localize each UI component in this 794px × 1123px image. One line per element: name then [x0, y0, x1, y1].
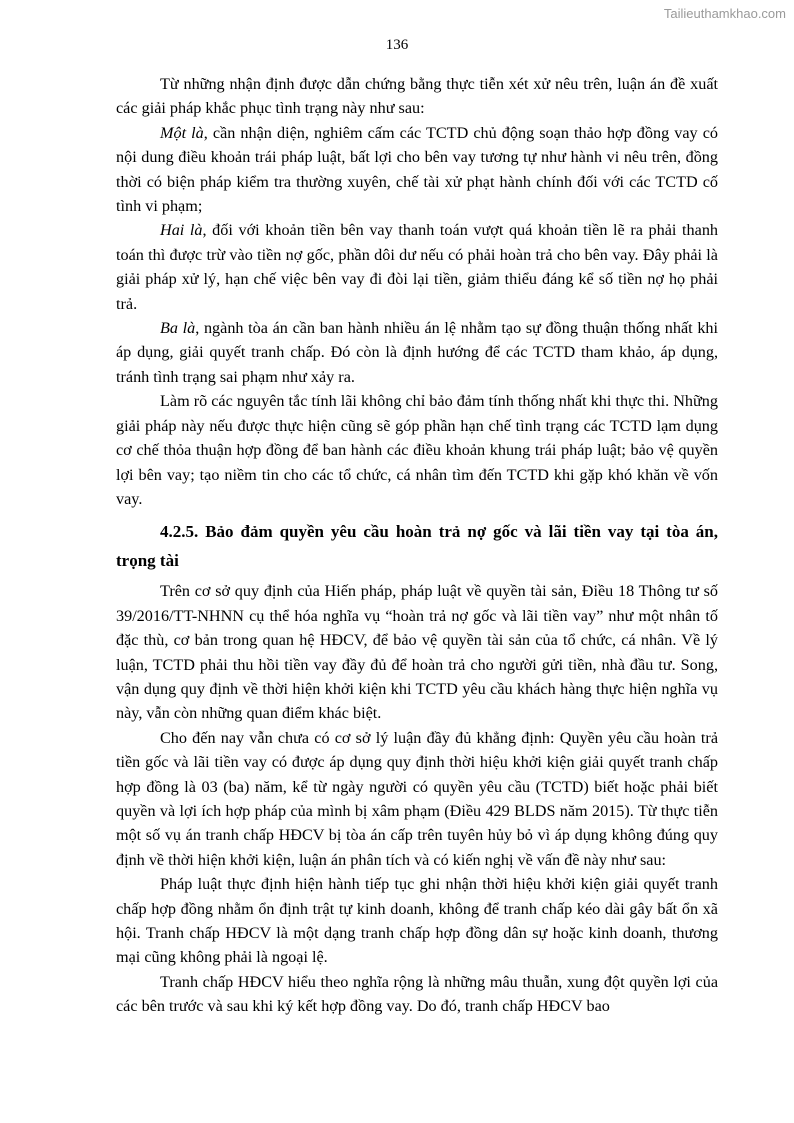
paragraph-solution-2: [116, 218, 718, 316]
section-heading: 4.2.5. Bảo đảm quyền yêu cầu hoàn trả nợ gốc và lãi tiền vay tại tòa án, trọng tài: [116, 522, 718, 571]
paragraph-intro: Từ những nhận định được dẫn chứng bằng thực tiễn xét xử nêu trên, luận án đề xuất các giải pháp khắc phục tình trạng này như sau:: [116, 75, 718, 118]
lead-text: Hai là: [160, 221, 203, 240]
paragraph-text: , cần nhận diện, nghiêm cấm các TCTD chủ động soạn thảo hợp đồng vay có nội dung điều khoản trái pháp luật, bất lợi cho bên vay tương tự như hành vi nêu trên, đồng thời có biện pháp kiểm tra thường xuyên, chế tài xử phạt hành chính đối với các TCTD cố tình vi phạm;: [116, 123, 718, 216]
lead-text: Một là: [160, 123, 204, 142]
paragraph-text: , ngành tòa án cần ban hành nhiều án lệ nhằm tạo sự đồng thuận thống nhất khi áp dụng, giải quyết tranh chấp. Đó còn là định hướng để các TCTD tham khảo, áp dụng, tránh tình trạng sai phạm như xảy ra.: [116, 319, 719, 386]
document-body: [116, 72, 718, 1019]
paragraph-conclusion: Làm rõ các nguyên tắc tính lãi không chỉ bảo đảm tính thống nhất khi thực thi. Những giải pháp này nếu được thực hiện cũng sẽ góp phần hạn chế tình trạng các TCTD lạm dụng cơ chế thỏa thuận hợp đồng để ban hành các điều khoản khung trái pháp luật; bảo vệ quyền lợi bên vay; tạo niềm tin cho các tổ chức, cá nhân tìm đến TCTD khi gặp khó khăn về vốn vay.: [116, 392, 718, 508]
section-paragraph: Cho đến nay vẫn chưa có cơ sở lý luận đầy đủ khẳng định: Quyền yêu cầu hoàn trả tiền gốc và lãi tiền vay có được áp dụng quy định thời hiệu khởi kiện giải quyết tranh chấp hợp đồng là 03 (ba) năm, kể từ ngày người có quyền yêu cầu (TCTD) biết hoặc phải biết quyền và lợi ích hợp pháp của mình bị xâm phạm (Điều 429 BLDS năm 2015). Từ thực tiễn một số vụ án tranh chấp HĐCV bị tòa án cấp trên tuyên hủy bỏ vì áp dụng không đúng quy định về thời hiện khởi kiện, luận án phân tích và có kiến nghị về vấn đề này như sau:: [116, 728, 718, 869]
paragraph-text: , đối với khoản tiền bên vay thanh toán vượt quá khoản tiền lẽ ra phải thanh toán thì được trừ vào tiền nợ gốc, phần dôi dư nếu có phải hoàn trả cho bên vay. Đây phải là giải pháp xử lý, hạn chế việc bên vay đi đòi lại tiền, giảm thiểu đáng kể số tiền nợ họ phải trả.: [116, 221, 718, 313]
paragraph-solution-3: [116, 316, 718, 389]
lead-text: Ba là: [160, 319, 196, 338]
paragraph-solution-1: [116, 121, 718, 219]
section-paragraph: Pháp luật thực định hiện hành tiếp tục ghi nhận thời hiệu khởi kiện giải quyết tranh chấp hợp đồng nhằm ổn định trật tự kinh doanh, không để tranh chấp kéo dài gây bất ổn xã hội. Tranh chấp HĐCV là một dạng tranh chấp hợp đồng dân sự hoặc kinh doanh, thương mại cũng không phải là ngoại lệ.: [116, 875, 718, 967]
watermark: Tailieuthamkhao.com: [663, 6, 786, 21]
section-paragraph: Trên cơ sở quy định của Hiến pháp, pháp luật về quyền tài sản, Điều 18 Thông tư số 39/2016/TT-NHNN cụ thể hóa nghĩa vụ “hoàn trả nợ gốc và lãi tiền vay” như một nhân tố đặc thù, cơ bản trong quan hệ HĐCV, để bảo vệ quyền tài sản của tổ chức, cá nhân. Về lý luận, TCTD phải thu hồi tiền vay đầy đủ để hoàn trả cho người gửi tiền, nhà đầu tư. Song, vận dụng quy định về thời hiện khởi kiện khi TCTD yêu cầu khách hàng thực hiện nghĩa vụ này, vẫn còn những quan điểm khác biệt.: [116, 582, 718, 723]
section-paragraph: Tranh chấp HĐCV hiểu theo nghĩa rộng là những mâu thuẫn, xung đột quyền lợi của các bên trước và sau khi ký kết hợp đồng vay. Do đó, tranh chấp HĐCV bao: [116, 972, 718, 1016]
page-number: 136: [385, 37, 409, 53]
